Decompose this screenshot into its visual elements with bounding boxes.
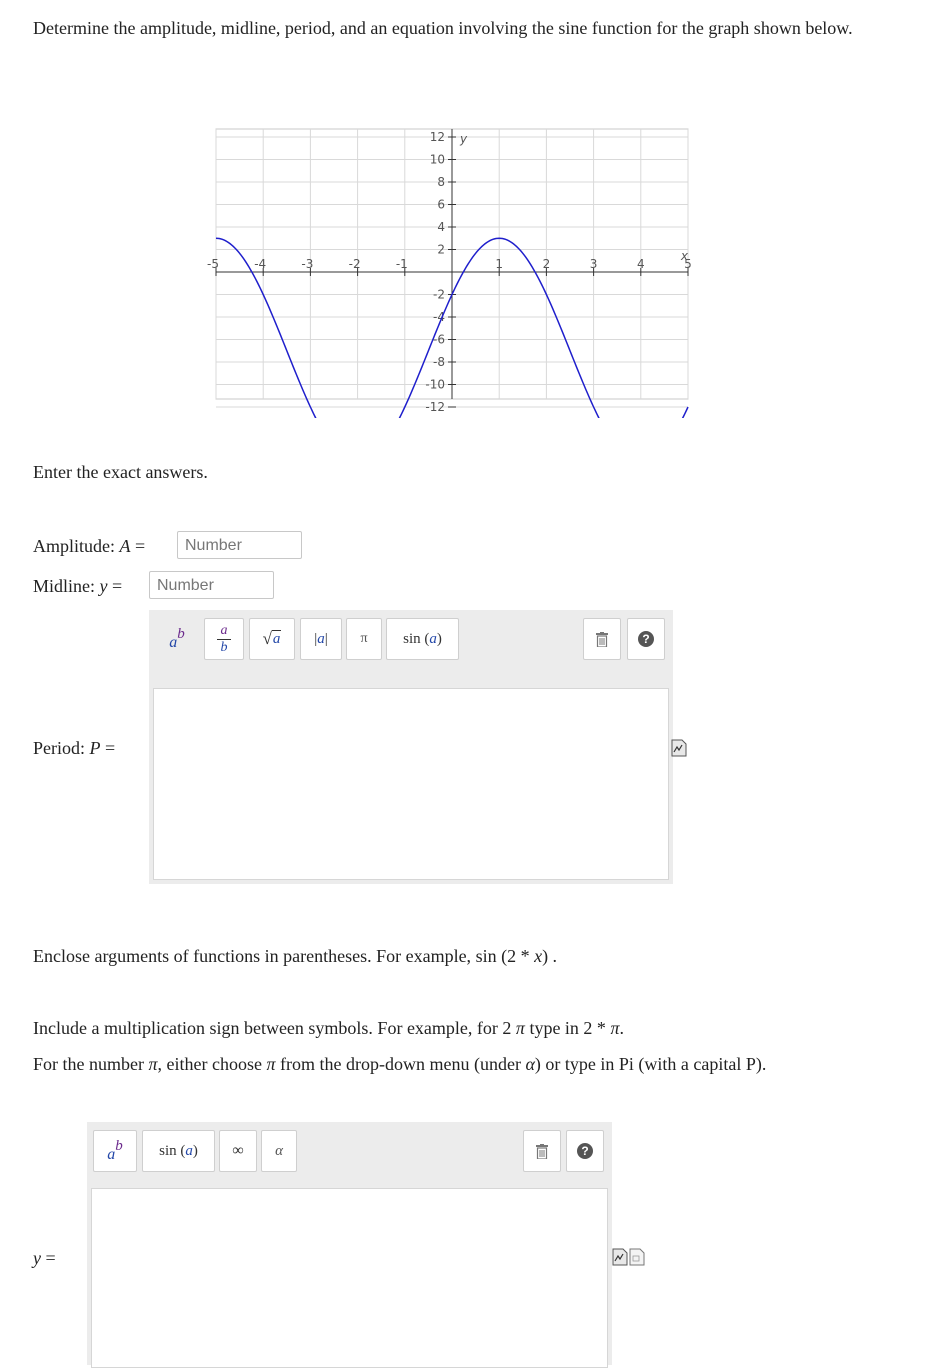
eq-power-exp: b xyxy=(115,1137,123,1154)
y-tick-label: 8 xyxy=(437,175,445,189)
x-axis-label: x xyxy=(680,249,689,263)
equation-eq: = xyxy=(41,1248,56,1268)
trash-icon xyxy=(536,1144,548,1159)
period-input-area[interactable] xyxy=(153,688,669,880)
trash-button[interactable] xyxy=(583,618,621,660)
eq-power-button[interactable] xyxy=(93,1130,137,1172)
x-tick-label: -2 xyxy=(348,257,361,271)
question-prompt: Determine the amplitude, midline, period, and an equation involving the sine function for the graph shown below. xyxy=(33,18,853,38)
fraction-num: a xyxy=(220,622,228,638)
hint-pi-text-a: For the number xyxy=(33,1054,149,1074)
formula-preview-icon[interactable] xyxy=(613,1249,627,1265)
y-tick-label: -2 xyxy=(433,287,445,302)
y-tick-label: 10 xyxy=(429,152,445,167)
midline-eq: = xyxy=(107,576,123,596)
y-tick-label: -4 xyxy=(433,310,445,324)
power-exp: b xyxy=(177,625,185,642)
midline-input[interactable]: Number xyxy=(149,571,274,599)
eq-trash-button[interactable] xyxy=(523,1130,561,1172)
help-button[interactable] xyxy=(627,618,665,660)
x-tick-label: 3 xyxy=(589,257,598,271)
sin-button[interactable]: sin ( a ) xyxy=(386,618,459,660)
sin-arg: a xyxy=(429,630,437,647)
document-icon[interactable] xyxy=(630,1249,644,1265)
hint-parentheses-var: x xyxy=(534,946,543,966)
y-axis-label: y xyxy=(460,132,468,146)
abs-button[interactable] xyxy=(300,618,342,660)
period-label-text: Period: xyxy=(33,738,90,758)
power-button[interactable] xyxy=(155,618,199,660)
eq-power-base: a xyxy=(107,1146,116,1163)
period-math-editor xyxy=(149,610,673,884)
hint-parentheses-close: ) . xyxy=(542,946,558,966)
amplitude-label xyxy=(33,534,145,558)
x-tick-label: 1 xyxy=(495,257,504,271)
help-icon: ? xyxy=(577,1143,593,1159)
equation-label xyxy=(33,1246,56,1270)
fraction-den: b xyxy=(220,639,228,655)
trash-icon xyxy=(596,632,608,647)
x-tick-label: -3 xyxy=(301,257,314,271)
equation-math-editor xyxy=(87,1122,612,1365)
sqrt-icon: √ xyxy=(262,629,272,648)
abs-left-bar: | xyxy=(314,630,318,647)
y-tick-label: 6 xyxy=(437,197,445,212)
hint-parentheses-text: Enclose arguments of functions in parentheses. For example, xyxy=(33,946,476,966)
amplitude-eq: = xyxy=(130,536,146,556)
pi-button[interactable]: π xyxy=(346,618,382,660)
hint-parentheses-example: sin (2 * xyxy=(475,946,535,966)
x-tick-label: -5 xyxy=(207,257,219,271)
amplitude-input[interactable]: Number xyxy=(177,531,302,559)
hint-mult-pi1: π xyxy=(515,1018,525,1038)
instructions-text: Enter the exact answers. xyxy=(33,462,208,482)
hint-parentheses xyxy=(33,944,557,968)
sine-graph xyxy=(200,118,700,418)
hint-mult-text-b: type in 2 * xyxy=(524,1018,611,1038)
hint-mult-text-c: . xyxy=(619,1018,624,1038)
fraction-button[interactable] xyxy=(204,618,244,660)
midline-label xyxy=(33,574,122,598)
equation-input-area[interactable] xyxy=(91,1188,608,1368)
hint-pi-alpha: α xyxy=(525,1054,535,1074)
y-tick-label: 12 xyxy=(429,130,445,144)
y-tick-label: 4 xyxy=(437,220,445,234)
eq-preview-icons[interactable] xyxy=(612,1248,646,1266)
hint-pi-sym1: π xyxy=(148,1054,158,1074)
period-var: P xyxy=(89,738,101,758)
eq-sin-button[interactable]: sin ( a ) xyxy=(142,1130,215,1172)
x-tick-labels xyxy=(207,257,692,276)
x-tick-label: -4 xyxy=(254,257,267,271)
x-tick-label: -1 xyxy=(395,257,408,271)
hint-mult-pi2: π xyxy=(610,1018,620,1038)
x-tick-label: 5 xyxy=(684,257,692,271)
hint-pi-text-b: , either choose xyxy=(157,1054,267,1074)
amplitude-label-text: Amplitude: xyxy=(33,536,120,556)
hint-pi-text-d: ) or type in Pi (with a capital P). xyxy=(534,1054,767,1074)
hint-pi-sym2: π xyxy=(266,1054,276,1074)
hint-multiplication xyxy=(33,1016,624,1040)
sqrt-button[interactable] xyxy=(249,618,295,660)
midline-label-text: Midline: xyxy=(33,576,100,596)
eq-sin-name: sin xyxy=(159,1142,177,1159)
sin-name: sin xyxy=(403,630,421,647)
graph-axes xyxy=(216,129,688,399)
x-tick-label: 2 xyxy=(542,257,551,271)
abs-arg: a xyxy=(317,630,325,647)
alpha-dropdown-button[interactable]: α xyxy=(261,1130,297,1172)
hint-mult-text-a: Include a multiplication sign between symbols. For example, for 2 xyxy=(33,1018,516,1038)
y-tick-label: -6 xyxy=(433,332,445,347)
sqrt-arg: a xyxy=(272,631,281,647)
help-icon: ? xyxy=(638,631,654,647)
hint-pi-text-c: from the drop-down menu (under xyxy=(275,1054,526,1074)
y-tick-label: -8 xyxy=(433,355,445,369)
period-label xyxy=(33,736,115,760)
x-tick-label: 4 xyxy=(636,257,645,271)
hint-pi xyxy=(33,1052,766,1076)
midline-var: y xyxy=(99,576,108,596)
period-eq: = xyxy=(100,738,116,758)
y-tick-label: -12 xyxy=(425,400,445,414)
equation-var: y xyxy=(33,1248,41,1268)
amplitude-var: A xyxy=(119,536,131,556)
eq-help-button[interactable] xyxy=(566,1130,604,1172)
y-tick-label: 2 xyxy=(437,242,445,257)
formula-preview-icon[interactable] xyxy=(671,739,687,757)
infinity-button[interactable]: ∞ xyxy=(219,1130,257,1172)
y-tick-label: -10 xyxy=(425,377,445,392)
eq-sin-arg: a xyxy=(185,1142,193,1159)
power-base: a xyxy=(169,634,178,651)
abs-right-bar: | xyxy=(324,630,328,647)
